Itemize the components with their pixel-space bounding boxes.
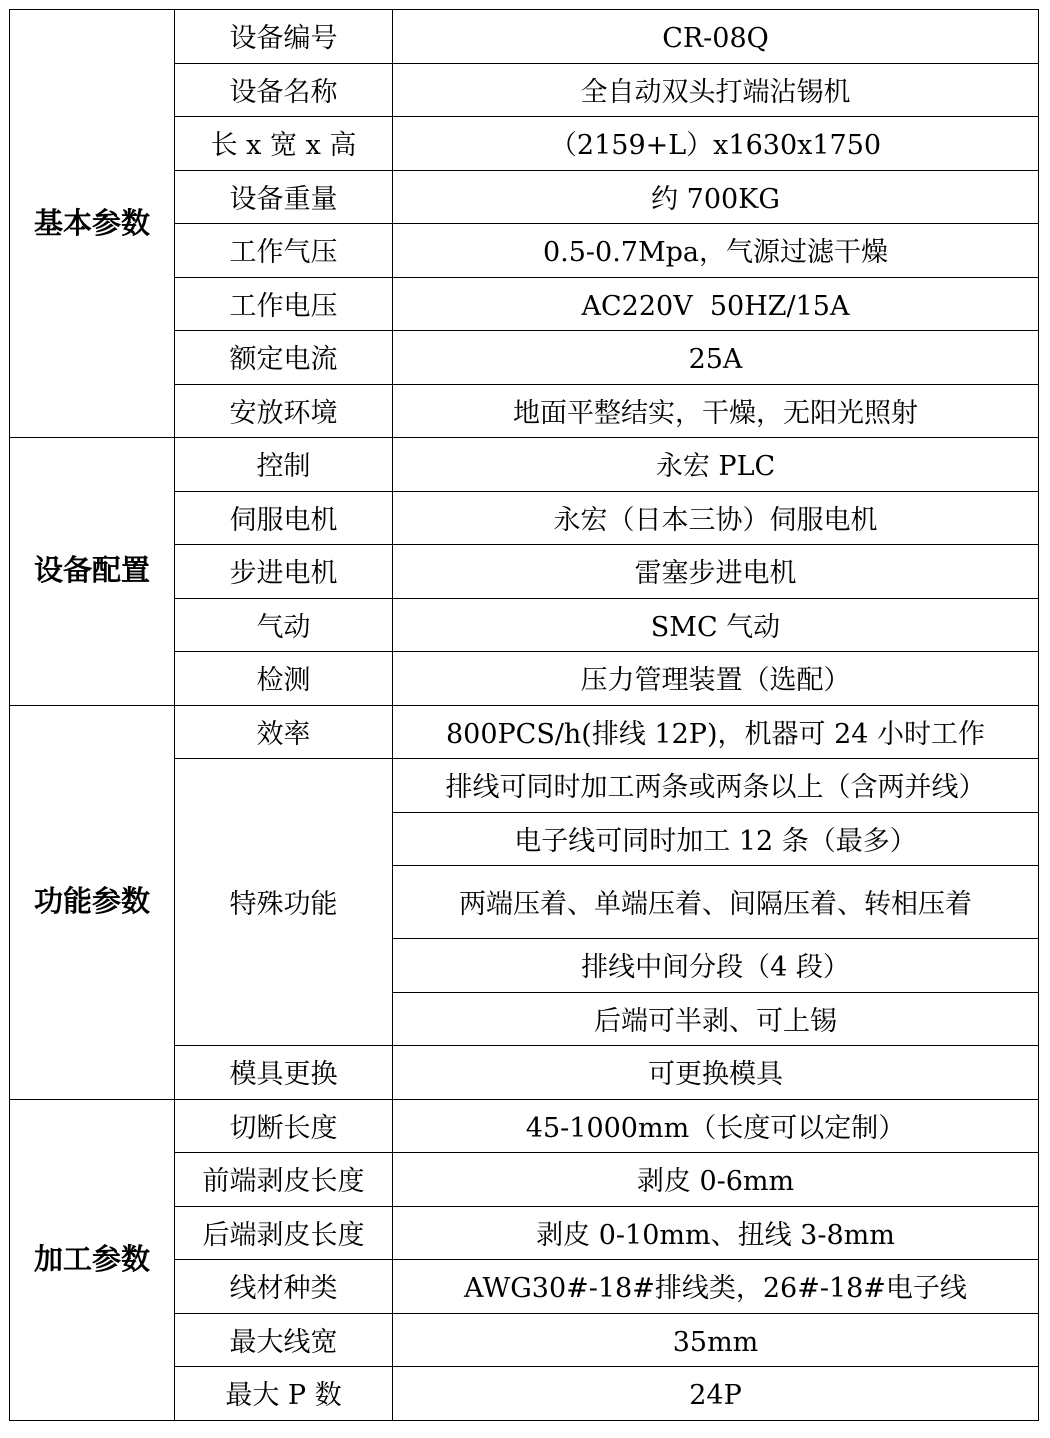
table-row bbox=[10, 1099, 1039, 1153]
param-value: 25A bbox=[393, 331, 1039, 385]
param-label: 设备重量 bbox=[175, 170, 393, 224]
param-value: SMC 气动 bbox=[393, 598, 1039, 652]
section-title-function: 功能参数 bbox=[10, 705, 175, 1099]
param-value: 剥皮 0-10mm、扭线 3-8mm bbox=[393, 1206, 1039, 1260]
param-label: 检测 bbox=[175, 652, 393, 706]
section-title-config: 设备配置 bbox=[10, 438, 175, 706]
section-title-processing: 加工参数 bbox=[10, 1099, 175, 1420]
param-value: 剥皮 0-6mm bbox=[393, 1153, 1039, 1207]
param-value: 全自动双头打端沾锡机 bbox=[393, 63, 1039, 117]
param-value: 雷塞步进电机 bbox=[393, 545, 1039, 599]
param-label: 最大线宽 bbox=[175, 1313, 393, 1367]
table-row bbox=[10, 438, 1039, 492]
param-value: 排线中间分段（4 段） bbox=[393, 939, 1039, 993]
spec-table bbox=[9, 9, 1039, 1421]
param-value: 可更换模具 bbox=[393, 1046, 1039, 1100]
table-row bbox=[10, 10, 1039, 64]
param-value: 永宏（日本三协）伺服电机 bbox=[393, 491, 1039, 545]
table-row bbox=[10, 705, 1039, 759]
param-value: 0.5-0.7Mpa，气源过滤干燥 bbox=[393, 224, 1039, 278]
param-label: 步进电机 bbox=[175, 545, 393, 599]
param-label: 设备名称 bbox=[175, 63, 393, 117]
param-label: 额定电流 bbox=[175, 331, 393, 385]
param-label: 控制 bbox=[175, 438, 393, 492]
param-value: AWG30#-18#排线类，26#-18#电子线 bbox=[393, 1260, 1039, 1314]
param-value: 永宏 PLC bbox=[393, 438, 1039, 492]
param-label: 后端剥皮长度 bbox=[175, 1206, 393, 1260]
param-value: 35mm bbox=[393, 1313, 1039, 1367]
param-value: 24P bbox=[393, 1367, 1039, 1421]
param-label: 设备编号 bbox=[175, 10, 393, 64]
param-value: 800PCS/h(排线 12P)，机器可 24 小时工作 bbox=[393, 705, 1039, 759]
param-label: 安放环境 bbox=[175, 384, 393, 438]
param-value: 约 700KG bbox=[393, 170, 1039, 224]
section-title-basic: 基本参数 bbox=[10, 10, 175, 438]
param-value: AC220V 50HZ/15A bbox=[393, 277, 1039, 331]
param-label: 效率 bbox=[175, 705, 393, 759]
param-value: 45-1000mm（长度可以定制） bbox=[393, 1099, 1039, 1153]
param-label: 长 x 宽 x 高 bbox=[175, 117, 393, 171]
param-label: 伺服电机 bbox=[175, 491, 393, 545]
param-value: CR-08Q bbox=[393, 10, 1039, 64]
param-value: 地面平整结实，干燥，无阳光照射 bbox=[393, 384, 1039, 438]
param-value: 压力管理装置（选配） bbox=[393, 652, 1039, 706]
param-label: 线材种类 bbox=[175, 1260, 393, 1314]
param-value: 后端可半剥、可上锡 bbox=[393, 992, 1039, 1046]
param-label: 切断长度 bbox=[175, 1099, 393, 1153]
param-value: 两端压着、单端压着、间隔压着、转相压着 bbox=[393, 866, 1039, 939]
param-label: 最大 P 数 bbox=[175, 1367, 393, 1421]
param-value: 电子线可同时加工 12 条（最多） bbox=[393, 812, 1039, 866]
param-label: 模具更换 bbox=[175, 1046, 393, 1100]
param-label: 工作电压 bbox=[175, 277, 393, 331]
param-value: 排线可同时加工两条或两条以上（含两并线） bbox=[393, 759, 1039, 813]
param-label: 前端剥皮长度 bbox=[175, 1153, 393, 1207]
param-label: 特殊功能 bbox=[175, 759, 393, 1046]
param-value: （2159+L）x1630x1750 bbox=[393, 117, 1039, 171]
param-label: 工作气压 bbox=[175, 224, 393, 278]
param-label: 气动 bbox=[175, 598, 393, 652]
